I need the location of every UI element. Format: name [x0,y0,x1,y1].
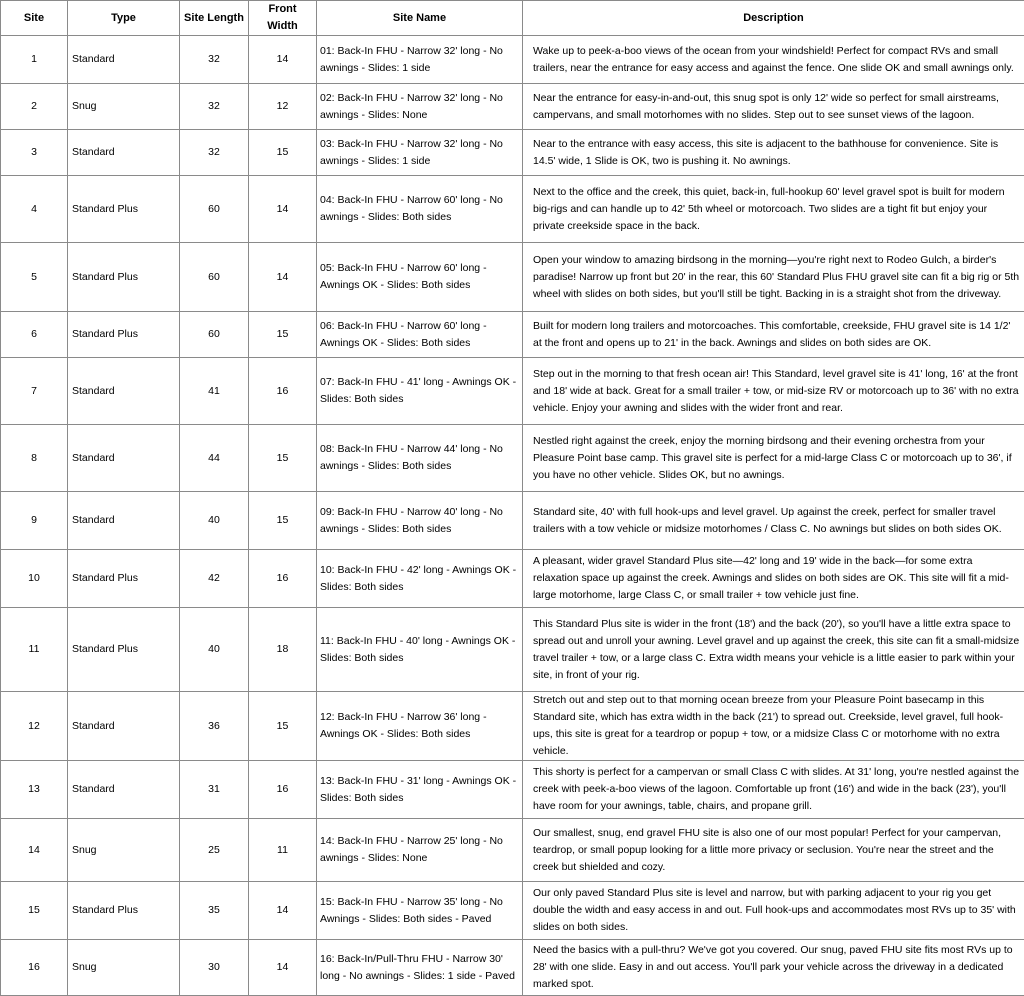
cell-description: Wake up to peek-a-boo views of the ocean from your windshield! Perfect for compact RVs and small trailers, near the entrance for easy access and against the fence. One slide OK and small awnings only. [523,36,1024,84]
cell-description: Our smallest, snug, end gravel FHU site is also one of our most popular! Perfect for your campervan, teardrop, or small popup looking for a little more privacy or seclusion. You're near the street and the creek but shielded and cozy. [523,819,1024,882]
cell-front-width: 12 [249,84,317,130]
cell-front-width: 15 [249,312,317,358]
cell-description: Near to the entrance with easy access, this site is adjacent to the bathhouse for convenience. Site is 14.5' wide, 1 Slide is OK, two is pushing it. No awnings. [523,130,1024,176]
cell-description: Stretch out and step out to that morning ocean breeze from your Pleasure Point basecamp in this Standard site, which has extra width in the back (21') to spread out. Creekside, level gravel, full hook-ups, this site is great for a teardrop or popup + tow, or a midsize Class C or motorhome with no extra vehicle. [523,692,1024,761]
cell-type: Standard [68,492,180,550]
table-row [1,130,1024,176]
cell-site: 11 [1,608,68,692]
cell-site: 14 [1,819,68,882]
cell-description: Our only paved Standard Plus site is level and narrow, but with parking adjacent to your rig you get double the width and easy access in and out. Full hook-ups and accommodates most RVs up to 35' with slides on both sides. [523,882,1024,940]
cell-site: 7 [1,358,68,425]
cell-site-length: 42 [180,550,249,608]
cell-site-length: 30 [180,940,249,996]
header-site-length: Site Length [180,1,249,36]
cell-site: 1 [1,36,68,84]
cell-site-name: 01: Back-In FHU - Narrow 32' long - No awnings - Slides: 1 side [317,36,523,84]
table-body [1,36,1024,996]
cell-front-width: 15 [249,425,317,492]
cell-site-length: 32 [180,36,249,84]
cell-type: Standard [68,692,180,761]
cell-front-width: 16 [249,358,317,425]
cell-site-length: 31 [180,761,249,819]
cell-site-length: 36 [180,692,249,761]
table-row [1,492,1024,550]
cell-type: Standard Plus [68,608,180,692]
table-row [1,550,1024,608]
cell-type: Standard Plus [68,550,180,608]
cell-site: 12 [1,692,68,761]
table-row [1,36,1024,84]
cell-type: Standard Plus [68,176,180,243]
cell-type: Snug [68,819,180,882]
table-row [1,940,1024,996]
table-row [1,882,1024,940]
cell-site: 5 [1,243,68,312]
cell-site-length: 41 [180,358,249,425]
cell-description: Built for modern long trailers and motorcoaches. This comfortable, creekside, FHU gravel site is 14 1/2' at the front and opens up to 21' in the back. Awnings and slides on both sides are OK. [523,312,1024,358]
cell-site-name: 11: Back-In FHU - 40' long - Awnings OK - Slides: Both sides [317,608,523,692]
cell-front-width: 16 [249,550,317,608]
cell-type: Standard [68,425,180,492]
cell-front-width: 14 [249,882,317,940]
cell-type: Standard [68,358,180,425]
table-row [1,358,1024,425]
cell-description: This Standard Plus site is wider in the front (18') and the back (20'), so you'll have a little extra space to spread out and unroll your awning. Level gravel and up against the creek, this site can fit a small-midsize travel trailer + tow, or a large class C. Extra width means your vehicle is a little easier to park within your site, in front of your rig. [523,608,1024,692]
cell-description: Nestled right against the creek, enjoy the morning birdsong and their evening orchestra from your Pleasure Point base camp. This gravel site is perfect for a mid-large Class C or motorcoach up to 36', if you have no other vehicle. Slides OK, but no awnings. [523,425,1024,492]
table-row [1,243,1024,312]
cell-site-name: 09: Back-In FHU - Narrow 40' long - No awnings - Slides: Both sides [317,492,523,550]
cell-site-name: 13: Back-In FHU - 31' long - Awnings OK - Slides: Both sides [317,761,523,819]
cell-site: 9 [1,492,68,550]
cell-site-length: 32 [180,130,249,176]
cell-type: Snug [68,940,180,996]
cell-front-width: 14 [249,940,317,996]
cell-site-name: 08: Back-In FHU - Narrow 44' long - No awnings - Slides: Both sides [317,425,523,492]
cell-site-name: 10: Back-In FHU - 42' long - Awnings OK - Slides: Both sides [317,550,523,608]
cell-type: Standard Plus [68,312,180,358]
header-site-name: Site Name [317,1,523,36]
table-row [1,176,1024,243]
table-row [1,761,1024,819]
cell-site-length: 60 [180,243,249,312]
cell-site-name: 05: Back-In FHU - Narrow 60' long - Awnings OK - Slides: Both sides [317,243,523,312]
table-row [1,84,1024,130]
cell-front-width: 18 [249,608,317,692]
cell-site: 13 [1,761,68,819]
cell-site: 15 [1,882,68,940]
cell-site-length: 25 [180,819,249,882]
cell-site: 2 [1,84,68,130]
cell-front-width: 11 [249,819,317,882]
cell-description: Standard site, 40' with full hook-ups and level gravel. Up against the creek, perfect for smaller travel trailers with a tow vehicle or midsize motorhomes / Class C. No awnings but slides on both sides OK. [523,492,1024,550]
header-row [1,1,1024,36]
cell-description: A pleasant, wider gravel Standard Plus site—42' long and 19' wide in the back—for some extra relaxation space up against the creek. Awnings and slides on both sides are OK. This site will fit a mid-large motorhome, large Class C, or small trailer + tow vehicle just fine. [523,550,1024,608]
cell-site-name: 16: Back-In/Pull-Thru FHU - Narrow 30' long - No awnings - Slides: 1 side - Paved [317,940,523,996]
table-row [1,425,1024,492]
cell-site-length: 40 [180,492,249,550]
cell-site: 16 [1,940,68,996]
cell-site-length: 40 [180,608,249,692]
cell-front-width: 14 [249,36,317,84]
cell-site-name: 03: Back-In FHU - Narrow 32' long - No awnings - Slides: 1 side [317,130,523,176]
cell-site-length: 44 [180,425,249,492]
cell-description: Next to the office and the creek, this quiet, back-in, full-hookup 60' level gravel spot is built for modern big-rigs and can handle up to 42' 5th wheel or motorcoach. Two slides are a tight fit but enjoy your private creekside space in the back. [523,176,1024,243]
cell-site-length: 60 [180,176,249,243]
cell-front-width: 14 [249,176,317,243]
cell-type: Standard Plus [68,882,180,940]
cell-description: Near the entrance for easy-in-and-out, this snug spot is only 12' wide so perfect for small airstreams, campervans, and small motorhomes with no slides. Step out to see sunset views of the lagoon. [523,84,1024,130]
cell-site-length: 35 [180,882,249,940]
cell-site: 3 [1,130,68,176]
cell-site: 4 [1,176,68,243]
cell-site-name: 02: Back-In FHU - Narrow 32' long - No awnings - Slides: None [317,84,523,130]
cell-site-name: 14: Back-In FHU - Narrow 25' long - No awnings - Slides: None [317,819,523,882]
header-front-width: Front Width [249,1,317,36]
table-row [1,819,1024,882]
cell-site-name: 07: Back-In FHU - 41' long - Awnings OK - Slides: Both sides [317,358,523,425]
cell-site-name: 12: Back-In FHU - Narrow 36' long - Awnings OK - Slides: Both sides [317,692,523,761]
cell-site-name: 06: Back-In FHU - Narrow 60' long - Awnings OK - Slides: Both sides [317,312,523,358]
cell-type: Snug [68,84,180,130]
cell-type: Standard Plus [68,243,180,312]
cell-description: Open your window to amazing birdsong in the morning—you're right next to Rodeo Gulch, a birder's paradise! Narrow up front but 20' in the rear, this 60' Standard Plus FHU gravel site can fit a big rig or 5th wheel with slides on both sides, but you'll still be tight. Backing in is a straight shot from the driveway. [523,243,1024,312]
header-description: Description [523,1,1024,36]
header-type: Type [68,1,180,36]
cell-front-width: 15 [249,692,317,761]
cell-description: Step out in the morning to that fresh ocean air! This Standard, level gravel site is 41' long, 16' at the front and 18' wide at back. Great for a small trailer + tow, or mid-size RV or motorcoach up to 36' with no extra vehicle. Enjoy your awning and slides with the wider front and rear. [523,358,1024,425]
header-site: Site [1,1,68,36]
cell-site-length: 32 [180,84,249,130]
cell-site: 10 [1,550,68,608]
cell-type: Standard [68,130,180,176]
cell-site-length: 60 [180,312,249,358]
table-row [1,608,1024,692]
cell-front-width: 16 [249,761,317,819]
cell-site: 8 [1,425,68,492]
cell-site: 6 [1,312,68,358]
cell-type: Standard [68,36,180,84]
table-row [1,692,1024,761]
cell-site-name: 04: Back-In FHU - Narrow 60' long - No awnings - Slides: Both sides [317,176,523,243]
cell-front-width: 15 [249,492,317,550]
cell-description: Need the basics with a pull-thru? We've got you covered. Our snug, paved FHU site fits most RVs up to 28' with one slide. Easy in and out access. You'll park your vehicle across the driveway in a dedicated marked spot. [523,940,1024,996]
cell-type: Standard [68,761,180,819]
cell-front-width: 14 [249,243,317,312]
cell-site-name: 15: Back-In FHU - Narrow 35' long - No Awnings - Slides: Both sides - Paved [317,882,523,940]
cell-description: This shorty is perfect for a campervan or small Class C with slides. At 31' long, you're nestled against the creek with peek-a-boo views of the lagoon. Comfortable up front (16') and wide in the back (23'), you'll have room for your awnings, table, chairs, and propane grill. [523,761,1024,819]
cell-front-width: 15 [249,130,317,176]
table-row [1,312,1024,358]
